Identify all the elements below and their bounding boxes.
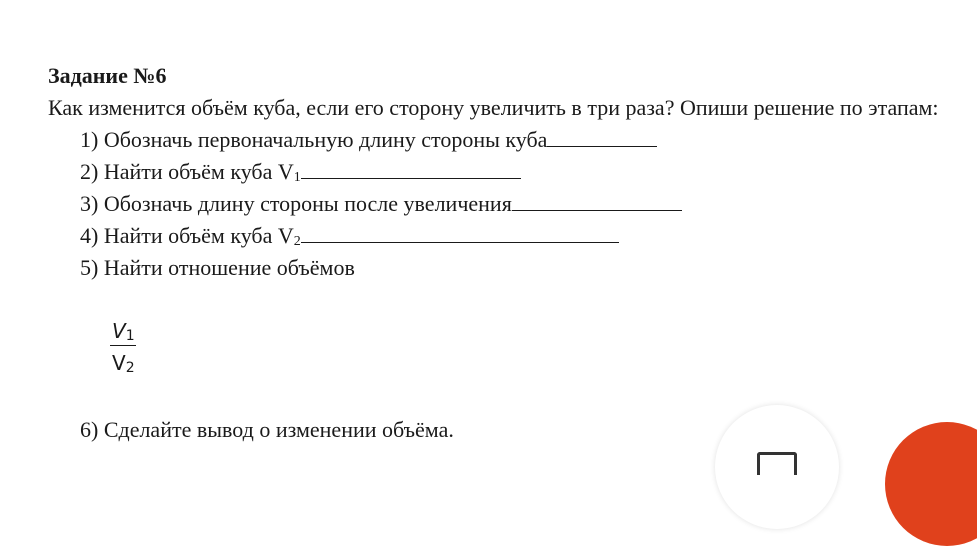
task-title: Задание №6 <box>48 63 167 88</box>
keyboard-icon <box>757 452 797 475</box>
task-document <box>48 62 968 284</box>
volume-ratio-fraction <box>110 317 138 376</box>
step-4-subscript: 2 <box>293 234 301 249</box>
fraction-numerator: $V_1$ <box>112 319 135 344</box>
step-1 <box>48 124 968 156</box>
step-6-conclusion: 6) Сделайте вывод о изменении объёма. <box>80 417 454 442</box>
answer-blank-3[interactable] <box>512 188 682 211</box>
step-2 <box>48 156 968 188</box>
task-question: Как изменится объём куба, если его сторону увеличить в три раза? Опиши решение по этапам: <box>48 95 939 120</box>
fraction-denominator: $V_2$ <box>112 351 135 376</box>
step-1-text: 1) Обозначь первоначальную длину стороны куба <box>80 127 548 152</box>
step-4-text: 4) Найти объём куба V <box>80 223 294 248</box>
step-5-text: 5) Найти отношение объёмов <box>80 255 355 280</box>
step-4 <box>48 220 968 252</box>
step-2-subscript: 1 <box>293 170 301 185</box>
step-2-text: 2) Найти объём куба V <box>80 159 294 184</box>
step-5 <box>48 252 968 284</box>
keyboard-fab-button[interactable] <box>715 405 839 529</box>
action-fab-button[interactable] <box>885 422 977 546</box>
step-3-text: 3) Обозначь длину стороны после увеличения <box>80 191 512 216</box>
answer-blank-2[interactable] <box>301 156 521 179</box>
answer-blank-1[interactable] <box>547 124 657 147</box>
step-3 <box>48 188 968 220</box>
answer-blank-4[interactable] <box>301 220 619 243</box>
steps-list <box>48 124 968 284</box>
